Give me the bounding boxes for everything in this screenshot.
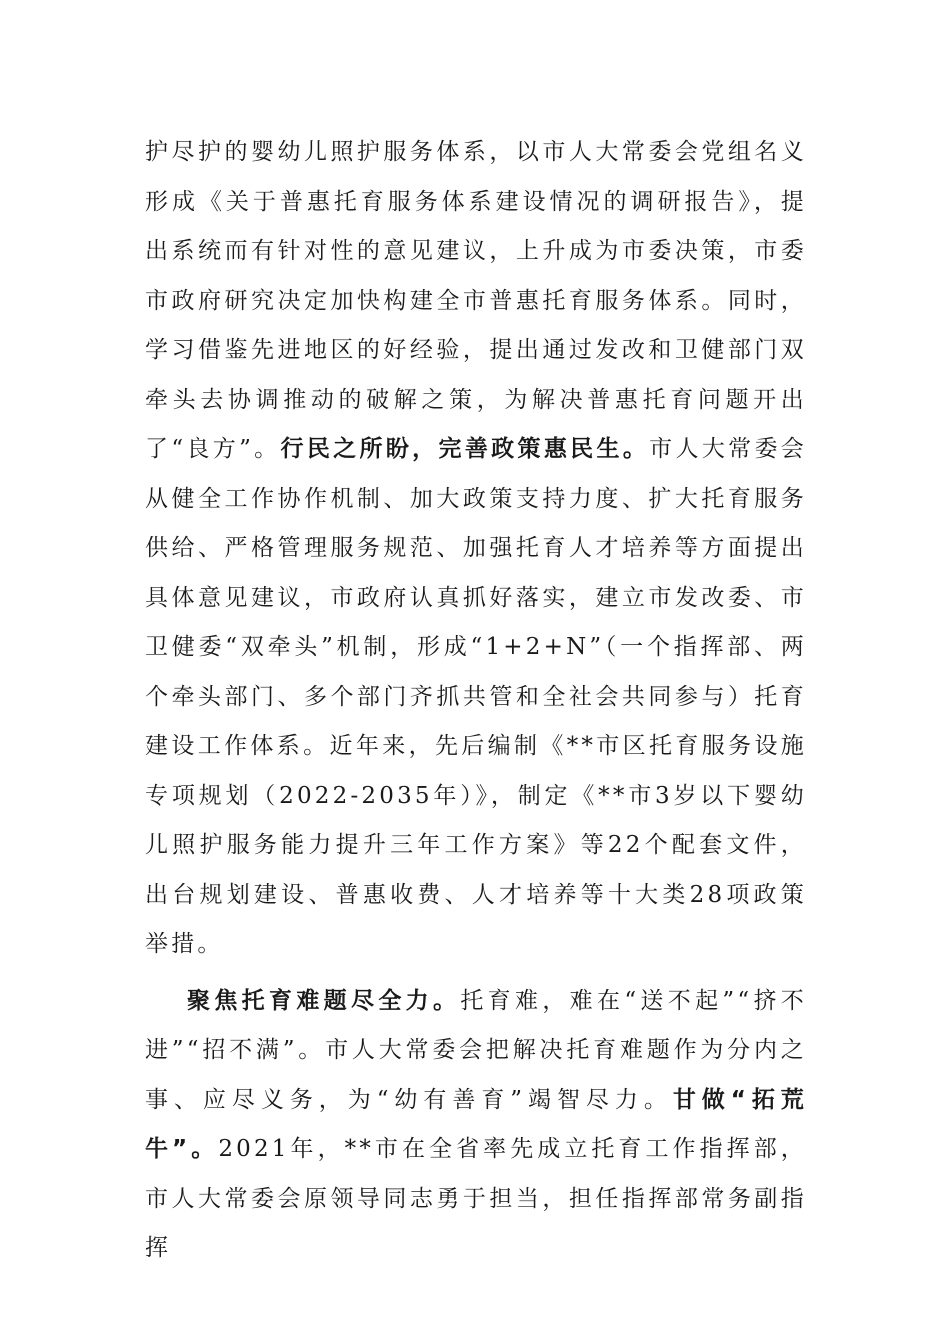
paragraph-1-text-continued: 市人大常委会从健全工作协作机制、加大政策支持力度、扩大托育服务供给、严格管理服务规范、加强托育人才培养等方面提出具体意见建议，市政府认真抓好落实，建立市发改委、市卫健委“双牵头”机制，形成“1+2+N”（一个指挥部、两个牵头部门、多个部门齐抓共管和全社会共同参与）托育建设工作体系。近年来，先后编制《**市区托育服务设施专项规划（2022-2035年）》，制定《**市3岁以下婴幼儿照护服务能力提升三年工作方案》等22个配套文件，出台规划建设、普惠收费、人才培养等十大类28项政策举措。 [145, 436, 808, 957]
document-body [145, 128, 807, 1274]
paragraph-2-bold-subheading: 甘做“拓荒牛”。 [145, 1086, 807, 1162]
paragraph-2-text: 托育难，难在“送不起”“挤不进”“招不满”。市人大常委会把解决托育难题作为分内之事、应尽义务，为“幼有善育”竭智尽力。 [145, 987, 807, 1113]
paragraph-1-text: 护尽护的婴幼儿照护服务体系，以市人大常委会党组名义形成《关于普惠托育服务体系建设情况的调研报告》，提出系统而有针对性的意见建议，上升成为市委决策，市委市政府研究决定加快构建全市普惠托育服务体系。同时，学习借鉴先进地区的好经验，提出通过发改和卫健部门双牵头去协调推动的破解之策，为解决普惠托育问题开出了“良方”。 [145, 139, 807, 462]
paragraph-2-bold-heading: 聚焦托育难题尽全力。 [187, 987, 461, 1014]
paragraph-1 [145, 128, 807, 970]
paragraph-1-bold-heading: 行民之所盼，完善政策惠民生。 [280, 436, 650, 462]
paragraph-2 [145, 977, 807, 1274]
paragraph-2-text-continued: 2021年，**市在全省率先成立托育工作指挥部，市人大常委会原领导同志勇于担当，担任指挥部常务副指挥 [145, 1136, 808, 1261]
